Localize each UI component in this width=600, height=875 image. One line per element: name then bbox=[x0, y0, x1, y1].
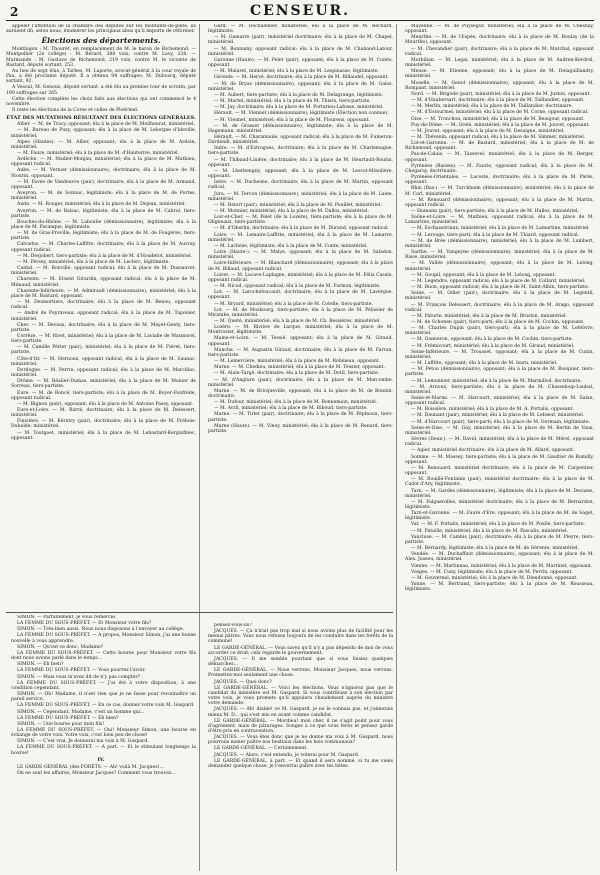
page-number: 2 bbox=[10, 5, 19, 19]
list-item: LA FEMME DU SOUS-PRÉFET. — Oui! Monsieur Simon, une bourse en échange de votre voix. Votre voix, c'est bien peu de chose! bbox=[11, 727, 196, 739]
mutations-subheading: ÉTAT DES MUTATIONS RÉSULTANT DES ÉLECTIONS GÉNÉRALES. bbox=[6, 115, 196, 122]
list-item: — M. Avril, ministériel; élu à la place de M. Riboud, tiers-partiste. bbox=[214, 406, 368, 412]
list-item: — M. Merlin, ministériel; élu à la place de M. Taillandier, doctrinaire. bbox=[411, 104, 573, 110]
list-item: Var. — M. F. Portalis, ministériel; élu à la place de M. Poulle, tiers-partiste. bbox=[411, 522, 586, 528]
list-item: LE GARDE-GÉNÉRAL. — Mordieu! mon cher, il ne s'agit point pour vous d'agrément, mais de pâturages. Songez à ce que vous ferez et pensez garde d'être pris en contravention. bbox=[208, 718, 393, 734]
list-item: Manche. — M. Augustin Giraud, doctrinaire; élu à la place de M. Farran, tiers-partiste. bbox=[208, 347, 393, 358]
list-item: — M. Legendre, opposant radical; élu à la place de M. Collard, ministériel. bbox=[411, 278, 586, 284]
list-item: Nord. — M. Brigode (pair), ministériel; élu à la place de M. Juston, opposant. bbox=[411, 91, 591, 97]
list-item: — M. Renouard, ministériel doctrinaire; élu à la place de M. Carpentier, opposant. bbox=[405, 465, 594, 477]
list-item: — M. Martel, ministériel; élu à la place de M. Thiers, tiers-partiste. bbox=[214, 99, 371, 105]
list-item: — M. de Schonen (pair), tiers-parti; élu à la place de M. Cochin, opposant. bbox=[411, 319, 585, 325]
elections-heading: Élections des départements. bbox=[41, 36, 161, 46]
list-item: Vaucluse. — M. Cambis (pair), doctrinaire; élu à la place de M. Pieyre, tiers-partiste. bbox=[405, 534, 594, 545]
paragraph: Au lieu de sept élus, à Tarbes, M. Laporte, avocat-général à la cour royale de Pau, a été proclamé député. Il a obtenu 94 suffrages; M. Duboscq, député sortant, 92. bbox=[6, 68, 196, 85]
list-item: — M. Lerouge, tiers-parti; élu à la place de M. Thiard, opposant radical. bbox=[411, 232, 580, 238]
list-item: LA FEMME DU SOUS-PRÉFET. — A part. — Et le stimulant longtemps la bourse! bbox=[11, 745, 196, 756]
feuilleton-right bbox=[203, 623, 393, 871]
list-item: — M. Eschassériaux, ministériel; élu à la place de M. Lamartine, ministériel. bbox=[411, 226, 590, 232]
mutations-list-1 bbox=[6, 122, 196, 441]
list-item: JACQUES. — Quoi donc? bbox=[214, 679, 272, 685]
column-rule-2 bbox=[396, 24, 397, 871]
list-item: Somme. — M. Massey, tiers-partiste; élu à la place de M. Gaultier de Rumilly, opposant. bbox=[405, 454, 594, 465]
list-item: Eure. — M. de Roncé, tiers-partiste; élu à la place de M. Boyer-Fonfrède, opposant radical. bbox=[11, 390, 196, 401]
list-item: — M. Jay, doctrinaire; élu à la place de M. Portarieu-Lafosse, ministériel. bbox=[214, 105, 384, 111]
mutations-list-2 bbox=[203, 24, 393, 434]
list-item: — M. d'Estourmel, ministériel; élu à la place de M. Corne, opposant radical. bbox=[411, 110, 589, 116]
list-item: — André de Puyraveau, opposant radical; élu à la place de M. Taponier, ministériel. bbox=[11, 311, 196, 322]
list-item: Vienne. — M. Martineau, ministériel; élu à la place de M. Martinet, opposant. bbox=[411, 563, 593, 569]
list-item: — M. Desjobert, tiers-partiste; élu à la place de M. d'Houdetot, ministériel. bbox=[17, 253, 193, 259]
list-item: — M. Lemonnier, ministériel; élu à la place de M. Marmillod, doctrinaire. bbox=[411, 378, 582, 384]
list-item: — M. Vallée (démissionnaire), opposant; élu à la place de M. Lelong, ministériel. bbox=[405, 261, 594, 272]
list-item: Garonne (Haute). — M. Pelet (pair), opposant; élu à la place de M. Cunéo, opposant. bbox=[208, 57, 393, 69]
list-item: On en sont les affaires, Monsieur Jacques? Comment vous trouvez... bbox=[17, 771, 176, 777]
paragraph: Il reste les élections de la Corse et celles de Ploërmel. bbox=[12, 108, 139, 114]
list-item: Isère. — M. Duchesne, doctrinaire; élu à la place de M. Martin, opposant radical. bbox=[208, 180, 393, 191]
list-item: Loir-et-Cher. — M. Pelet (de la Lozère), tiers-partiste; élu à la place de M. Oligneaux, tiers-partiste. bbox=[208, 215, 393, 226]
list-item: Gironde. — M. Hervé, doctrinaire; élu à la place de M. Billaudel, opposant. bbox=[214, 75, 389, 81]
list-item: Marne. — M. Chedieu, ministériel; élu à la place de M. Tessier, opposant. bbox=[214, 365, 385, 371]
list-item: — M. Pérsey, ministériel; élu à la place de M. Leclerc, légitimiste. bbox=[17, 259, 170, 265]
list-item: LE GARDE-GÉNÉRAL (des FORÊTS. — Ah! voilà M. Jacques!... bbox=[17, 764, 164, 770]
list-item: Lot. — M. Larochefoucault, doctrinaire; élu à la place de M. Lavergne, opposant. bbox=[208, 290, 393, 301]
list-item: Aube. — M. Vernier (démissionnaire), doctrinaire; élu à la place de M. Stourm, opposant. bbox=[11, 168, 196, 179]
mutations-list-3 bbox=[400, 24, 594, 592]
list-item: — M. Viennet, ministériel; élu à la place de M. Flourens, opposant. bbox=[214, 117, 370, 123]
list-item: LE GARDE-GÉNÉRAL. — Voici les élections. Vous n'ignorez pas que le candidat du ministère est M. Gaspard. Si vous contribuez à son élection par votre voix, je vous promets qu'il appuiera chaudement auprès du ministre votre demande. bbox=[208, 685, 393, 707]
list-item: Aveyron. — M. de Balsac, légitimiste; élu à la place de M. Cabrol, tiers-partiste. bbox=[11, 208, 196, 219]
list-item: Vosges. — M. Cuny, légitimiste; élu à la place de M. Perrin, opposant. bbox=[411, 569, 573, 575]
list-item: Pyrénées-Orientales. — Lacoste, doctrinaire; élu à la place de M. Parès, opposant. bbox=[405, 175, 594, 186]
column-1 bbox=[6, 24, 196, 614]
list-item: — M. Aubert, tiers-partiste; élu à la place de M. Delagrange, légitimiste. bbox=[214, 92, 384, 98]
list-item: — M. Goupil, opposant; élu à la place de M. Lelong, opposant. bbox=[411, 272, 556, 278]
list-item: — M. de Bryas (démissionnaire), opposant; élu à la place de M. Galos, ministériel. bbox=[208, 81, 393, 92]
list-item: Moselle. — M. Genot (démissionnaire), opposant; élu à la place de M. Rompant, ministériel. bbox=[405, 80, 594, 91]
act-number: IV. bbox=[97, 756, 105, 763]
list-item: Loire-Inférieure. — M. Blanchard (démissionnaire), opposant; élu à la place de M. Billaud, opposant radical. bbox=[208, 261, 393, 272]
list-item: — M. de Grasset (démissionnaire), légitimiste; élu à la place de M. Hagemann, ministériel. bbox=[208, 123, 393, 134]
list-item: Loire. — M. Lemaire-Laffitte, ministériel; élu à la place de M. Lamarre, ministériel. bbox=[208, 232, 393, 243]
list-item: — M. Ganneron, opposant; élu à la place de M. Cochin, tiers-partiste. bbox=[411, 337, 573, 343]
paragraph: Cette élection complète les choix faits aux élections qui ont commencé le 4 novembre. bbox=[6, 96, 196, 107]
list-item: Sèvres (Deux-). — M. David, ministériel; élu à la place de M. Mérel, opposant radical. bbox=[405, 437, 594, 448]
list-item: JACQUES. — Ça n'irait pas trop mal si nous avions plus de facilité pour les menus pâtres. Vous nous refusez toujours de les conduire dans les forêts de la commune! bbox=[208, 629, 393, 645]
page-header bbox=[6, 2, 594, 21]
list-item: — M. de Brée (démissionnaire), ministériel; élu à la place de M. Lambert, ministériel. bbox=[405, 238, 594, 249]
list-item: — Agier, ministériel doctrinaire; élu à la place de M. Allard, opposant. bbox=[411, 448, 575, 454]
list-item: — M. Bonnamy, opposant radical; élu à la place de M. Chabaud-Latour, ministériel. bbox=[208, 46, 393, 57]
list-item: Vendée. — M. Duchaffaut (démissionnaire), opposant; élu à la place de M. Alex. Jusseu, ministériel. bbox=[405, 552, 594, 563]
list-item: Drôme. — M. Réalier-Dumas, ministériel; élu à la place de M. Monier de Sorreau, tiers-partiste. bbox=[11, 379, 196, 390]
list-item: Calvados. — M. Charles-Laffitte, doctrinaire; élu à la place de M. Auvray, opposant radical. bbox=[11, 242, 196, 253]
list-item: — M. Camille Périer (pair), ministériel; élu à la place de M. Fiéret, tiers-partiste. bbox=[11, 345, 196, 356]
list-item: Lozère. — M. Rivière de Larque, ministériel; élu à la place de M. Montrozier, légitimiste. bbox=[208, 325, 393, 336]
list-item: — M. Gamarre (pair), ministériel doctrinaire; élu à la place de M. Chapel, ministériel. bbox=[208, 35, 393, 46]
list-item: Jura. — M. Tercon (démissionnaire), ministériel; élu à la place de M. Laine, ministériel. bbox=[208, 191, 393, 202]
list-item: — M. Queté, ministériel; élu à la place de M. Ch. Bessières, ministériel. bbox=[214, 318, 381, 324]
list-item: — M. Toutgoet, ministériel; élu à la place de M. Lebastard-Kerguifinec, opposant. bbox=[11, 430, 196, 441]
list-item: Finistère. — M. Kératry (pair), doctrinaire; élu à la place de M. Prébois-Duhelde, ministériel. bbox=[11, 419, 196, 430]
list-item: Charente-Inférieure. — M. Admirault (démissionnaire), ministériel; élu à la place de M. Bastard, opposant. bbox=[11, 288, 196, 299]
list-item: Yonne. — M. Bertrand, tiers-partiste; élu à la place de M. Rousseau, légitimiste. bbox=[405, 582, 594, 593]
list-item: — M. Bureau de Puzy, opposant; élu à la place de M. Lelorgne d'Ideville, ministériel. bbox=[11, 128, 196, 139]
list-item: — M. Charles Dupin (pair), tiers-parti; élu à la place de M. Lefebvre, ministériel. bbox=[405, 326, 594, 337]
masthead: CENSEUR. bbox=[249, 3, 351, 19]
list-item: Hérault. — M. Charamaule, opposant radical; élu à la place de M. Fumeron-Dardenill, ministériel. bbox=[208, 134, 393, 146]
list-item: — M. d'Oberlin, doctrinaire; élu à la place de M. Durand, opposant radical. bbox=[214, 226, 390, 232]
list-item: Seine-et-Oise. — M. Gay, ministériel; élu à la place de M. Bertin de Vaux, ministériel. bbox=[405, 425, 594, 436]
list-item: Puy-de-Dôme. — M. Grelé, ministériel; élu à la place de M. Jouvet, opposant. bbox=[411, 122, 590, 128]
list-item: Maine-et-Loire. — M. Tessié, opposant; élu à la place de M. Giraud, opposant. bbox=[208, 336, 393, 347]
list-item: — M. d'Harcourt (pair), tiers-parti; élu à la place de M. Germain, légitimiste. bbox=[411, 419, 591, 425]
dialogue-left bbox=[6, 615, 196, 756]
list-item: Tarn-et-Garonne. — M. Faure d'Ere, opposant; élu à la place de M. de Saget, légitimiste. bbox=[405, 511, 594, 522]
list-item: SIMON. — Qu'est-ce donc, Madame? bbox=[17, 644, 104, 650]
list-item: — M. Buon, opposant radical; élu à la place de M. Saint-Albin, tiers-partiste. bbox=[411, 285, 590, 291]
list-item: Morbihan. — M. Legai, ministériel; élu à la place de M. Audren-Kerdrel, ministériel. bbox=[405, 57, 594, 69]
list-item: Allier. — M. de Tracy, opposant; élu à la place de M. Meilheurat, ministériel. bbox=[17, 122, 195, 128]
list-item: Aude. — M. Rouger, ministériel; élu à la place de M. Dejean, ministériel. bbox=[17, 202, 186, 208]
list-item: Meuse. — M. Etienne, opposant; élu à la place de M. Delaguillandry, ministériel. bbox=[405, 69, 594, 80]
list-item: — M. Malaret, ministériel; élu à la place de M. Lespinasse, légitimiste. bbox=[214, 69, 379, 75]
list-item: Pyrénées (Basses). — M. Faurie, opposant radical; élu à la place de M. Chegaray, doctrinaire. bbox=[405, 163, 594, 174]
list-item: — M. d'Haubersart, doctrinaire; élu à la place de M. Taillandier, opposant. bbox=[411, 98, 585, 104]
list-item: — M. Lachèze, légitimiste; élu à la place de M. Conte, ministériel. bbox=[214, 243, 368, 249]
list-item: Bouches-du-Rhône. — M. Laboulie (démissionnaire), légitimiste; élu à la place de M. Paranque, légitimiste. bbox=[11, 219, 196, 230]
list-item: — M. Petou (démissionnaire), opposant; élu à la place de M. Bosquier, tiers-partiste. bbox=[405, 367, 594, 378]
list-item: — M. Chevandier (pair), doctrinaire; élu à la place de M. Marchal, opposant radical. bbox=[405, 46, 594, 57]
list-item: SIMON. — Une bourse pour mon fils! bbox=[17, 721, 105, 727]
list-item: Dordogne. — M. Perrin, opposant radical; élu à la place de M. Marcillac, ministériel. bbox=[11, 367, 196, 379]
list-item: LA FEMME DU SOUS-PRÉFET. — Et Monsieur votre fils? bbox=[17, 621, 152, 627]
list-item: Aveyron. — M. de Sonnac, légitimiste; élu à la place de M. de Portes, ministériel. bbox=[11, 191, 196, 202]
list-item: Gard. — M. Dochalellier, ministériel; élu à la place de M. Béchard, légitimiste. bbox=[208, 24, 393, 35]
list-item: Loiret. — M. Lacave-Laplagne, ministériel; élu à la place de M. Félix Cassin, opposant radical. bbox=[208, 272, 393, 283]
list-item: JACQUES. — Ah! diable! ce M. Gaspard, je ne le connais pas, et j'aimerais mieux M. D... qui s'est mis en avant comme candidat. bbox=[208, 707, 393, 718]
list-item: SIMON. — Très-bien aussi. Nous nous disposons à l'envoyer au collège. bbox=[17, 627, 185, 633]
list-item: — M. Arnoux, tiers-partiste; élu à la place de M. Chasseloup-Laubat, ministériel. bbox=[405, 384, 594, 395]
list-item: — M. Jouvet, opposant; élu à la place de M. Desaigne, ministériel. bbox=[411, 128, 565, 134]
dialogue-right bbox=[203, 623, 393, 769]
list-item: pensez-vous-ils? bbox=[214, 623, 252, 628]
list-item: LE GARDE-GÉNÉRAL. — Vous savez qu'il n'y a pas dépendu de moi de vous accorder ce droit; cela regarde le gouvernement. bbox=[208, 645, 393, 656]
list-item: — M. de Gras-Preville, légitimiste; élu à la place de M. de Fougères, tiers-partiste. bbox=[11, 231, 196, 242]
column-3 bbox=[400, 24, 594, 872]
list-item: — M. Delort (pair), ministériel; élu à la place de M. Pouillet, ministériel. bbox=[214, 202, 382, 208]
list-item: LA FEMME DU SOUS-PRÉFET. — En ce cas, donnez votre voix M. Gaspard. bbox=[17, 703, 195, 709]
list-item: — M. Alain-Targé, doctrinaire; élu à la place de M. Dutil, tiers-partiste. bbox=[214, 371, 380, 377]
column-2 bbox=[203, 24, 393, 622]
list-item: — M. Monnier, ministériel; élu à la place de M. Dallos, ministériel. bbox=[214, 209, 369, 214]
list-item: — M. Faure, ministériel; élu à la place de M. d'Hauterive, ministériel. bbox=[17, 150, 180, 156]
list-item: Côte-d'Or. — M. Hernoux, opposant radical; élu à la place de M. Saunac, ministériel. bbox=[11, 356, 196, 367]
list-item: Lot-et-Garonne. — M. de Bastard, ministériel; élu à la place de M. de Richemond, opposant. bbox=[405, 141, 594, 152]
paragraph: Montlugon : M. Thouret, en remplacement de M. le baron de Richemond. — Montpellier (2e collège) : M. Bérard, 388 voix, contre M. Lavy, 238. — Marmande : M. Gustave de Richemond, 219 voix, contre M. le vicomte de Bastard, député sortant, 253. bbox=[6, 47, 196, 68]
list-item: — M. Laffitte, opposant; élu à la place de M. Isarn, ministériel. bbox=[411, 361, 558, 367]
list-item: Ardèche. — M. Madier-Monjau, ministériel; élu à la place de M. Mathieu, opposant radical. bbox=[11, 157, 196, 168]
intro-paragraph: appeler l'attention de la chambre des députés sur les montants-de-pieté, ils auraient dû, selon nous, énumérer les principaux abus qu'il importe de réformer. bbox=[6, 24, 196, 35]
list-item: — M. Desmortiers, doctrinaire; élu à la place de M. Renou, opposant radical. bbox=[11, 300, 196, 311]
list-item: — M. Boissière, ministériel; élu à la place de M. A. Portalis, opposant. bbox=[411, 407, 574, 413]
list-item: — M. Pavée de Vandeuvre (pair), doctrinaire; élu à la place de M. Armand, opposant. bbox=[11, 179, 196, 190]
list-item: LE GARDE-GÉNÉRAL. — Certainement. bbox=[214, 746, 308, 752]
list-item: Eure-et-Loire. — M. Barré, doctrinaire; élu à la place de M. Delessert, ministériel. bbox=[11, 408, 196, 419]
list-item: Sarthe. — M. Vangeyne (démissionnaire), ministériel; élu à la place de M. Risse, ministériel. bbox=[405, 250, 594, 261]
list-item: SIMON. — Eh bien? bbox=[17, 662, 64, 668]
list-item: — M. Lemercière, ministériel; élu à la place de M. Robineau, opposant. bbox=[214, 359, 381, 365]
list-item: Cantal. — M. Bonville, opposant radical; élu à la place de M. Dussauvet, ministériel. bbox=[11, 266, 196, 277]
list-item: Marne. — M. de Bricqueville, opposant; élu à la place de M. de Bonnin, doctrinaire. bbox=[208, 388, 393, 399]
list-item: Hérault. — M. Viennet (démissionnaire), légitimiste (Élection non connue). bbox=[214, 111, 389, 117]
list-item: SIMON. — Cependant, Madame, c'est un homme qui... bbox=[17, 709, 145, 715]
list-item: JACQUES. — Alors, c'est entendu, je voterai pour M. Gaspard. bbox=[214, 752, 360, 758]
list-item: Cher. — M. Devaux, doctrinaire; élu à la place de M. Mayet-Genty, tiers-partiste. bbox=[11, 322, 196, 333]
list-item: — M. Rouillé-Fontaine (pair), ministériel doctrinaire; élu à la place de M. Cadot d'Ary, légitimiste. bbox=[405, 477, 594, 488]
list-item: Seine-Inférieure. — M. Trousset, opposant; élu à la place de M. Cunin, ministériel. bbox=[405, 349, 594, 360]
list-item: Pas-de-Calais. — M. Tassevel, ministériel; élu à la place de M. Berger, opposant. bbox=[405, 152, 594, 163]
list-item: — M. Gouvernel, ministériel; élu à la place de M. Dieudonné, opposant. bbox=[411, 575, 578, 581]
list-item: SIMON. — Oh! Madame, il n'est rien que je ne fasse pour reconnaître un pareil service. bbox=[11, 692, 196, 703]
list-item: — M. Thibaud-Linière, doctrinaire; élu à la place de M. Heurtault-Boutin, opposant. bbox=[208, 157, 393, 168]
list-item: SIMON. — Mais vous m'avez dit de n'y pas compter? bbox=[17, 674, 141, 680]
list-item: Seine. — M. Odier (pair), doctrinaire; élu à la place de M. Legentil, ministériel. bbox=[405, 291, 594, 302]
list-item: — M. Lherbengny, opposant; élu à la place de M. Lescot-Minolière, opposant. bbox=[208, 168, 393, 180]
list-item: Lot. — M. de Mosbourg, tiers-partiste; élu à la place de M. Pélissier de Mirambe, ministériel. bbox=[208, 307, 393, 318]
list-item: JACQUES. — Il me semble pourtant que si vous faisiez quelques démarches... bbox=[208, 656, 393, 668]
list-item: Saône-et-Loire. — M. Mathieu, opposant radical; élu à la place de M. Lamartine, ministériel. bbox=[405, 215, 594, 226]
list-item: LE GARDE-GÉNÉRAL, à part. — Et quand il sera nommé, si tu me viens demander quelque chose, je t'enverrai paître avec tes bêtes. bbox=[208, 758, 393, 769]
list-item: — M. Bryard, ministériel; élu à la place de M. Cotelle, tiers-partiste. bbox=[214, 301, 373, 307]
list-item: Tarn. — M. Gardès (démissionnaire), légitimiste; élu à la place de M. Decazes, ministériel. bbox=[405, 488, 594, 499]
list-item: LA FEMME DU SOUS-PRÉFET. — Eh bien? bbox=[17, 715, 119, 721]
list-item: LA FEMME DU SOUS-PRÉFET. — Cette bourse pour Monsieur votre fils dont nous avions parlé dans le temps... bbox=[11, 650, 196, 662]
list-item: Mayenne. — M. de Puységur, ministériel; élu à la place de M. Chesnay, opposant. bbox=[405, 24, 594, 35]
list-item: Indre. — M. d'Estrogues, doctrinaire; élu à la place de M. Charlemagne, tiers-partiste. bbox=[208, 146, 393, 157]
dialogue-left-end bbox=[6, 765, 196, 776]
list-item: Oise. — M. Tronchon, ministériel; élu à la place de M. Beaujour, opposant. bbox=[411, 116, 585, 122]
paragraph: A Vesoul, M. Genoux, député sortant, a été élu au premier tour de scrutin, par 190 suffrages sur 265. bbox=[6, 85, 196, 96]
feuilleton-left bbox=[6, 615, 196, 871]
list-item: Loire (Haute-). — M. Malye, opposant; élu à la place de M. Saladon, ministériel. bbox=[208, 250, 393, 261]
list-item: Seine-et-Marne. — M. Harcourt, ministériel; élu à la place de M. Salan, opposant radical. bbox=[405, 396, 594, 407]
list-item: SIMON. — Parfaitement, je vous remercie. bbox=[17, 615, 117, 620]
list-item: LA FEMME DU SOUS-PRÉFET. — Vous pourrez l'avoir. bbox=[17, 668, 146, 674]
list-item: SIMON. — C'est vrai. Je donnerai ma voix à M. Gaspard. bbox=[17, 739, 149, 745]
list-item: — M. Dufour, ministériel; élu à la place de M. Bonnemain, ministériel. bbox=[214, 400, 378, 406]
list-item: — M. François Delessert, doctrinaire; élu à la place de M. Arago, opposant radical. bbox=[405, 302, 594, 313]
list-item: — M. d'Anglure (pair), doctrinaire; élu à la place de M. Marcombe, ministériel. bbox=[208, 377, 393, 388]
list-item: — M. Frémicourt, ministériel; élu à la place de M. Giraud, ministériel. bbox=[411, 343, 575, 349]
list-item: — Humann (pair), tiers-partiste; élu à la place de M. Hallez, ministériel. bbox=[411, 209, 579, 214]
list-item: Marne. — M. Tirlet (pair), doctrinaire; élu à la place de M. Pépinoux, tiers-partiste. bbox=[208, 412, 393, 423]
list-item: — M. Bignon (pair), opposant; élu à la place de M. Antoine Passy, opposant. bbox=[17, 401, 194, 407]
list-item: Corrèze. — M. Rivet, ministériel; élu à la place de M. Lavialle de Masmorel, tiers-partiste. bbox=[11, 333, 196, 345]
list-item: — M. Bernardy, légitimiste; élu à la place de M. de Gérente, ministériel. bbox=[411, 546, 579, 552]
list-item: — M. Paturle, ministériel; élu à la place de M. Bruslon, ministériel. bbox=[411, 313, 568, 319]
list-item: — M. Daunant (pair), ministériel; élu à la place de M. Lebœuf, ministériel. bbox=[411, 413, 585, 419]
list-item: Charente. — M. Ernest Girardin, opposant radical; élu à la place de M. Mimaud, ministériel. bbox=[11, 277, 196, 288]
list-item: LA FEMME DU SOUS-PRÉFET. — A propos, Monsieur Simon, j'ai une bonne nouvelle à vous apprendre. bbox=[11, 633, 196, 644]
list-item: — M. Renouard (démissionnaire), opposant; élu à la place de M. Martin, opposant radical. bbox=[405, 197, 594, 208]
list-item: — M. Nicod, opposant radical; élu à la place de M. Formon, légitimiste. bbox=[214, 284, 381, 290]
list-item: — M. Falguerolles, ministériel doctrinaire; élu à la place de M. Bernardon, légitimiste. bbox=[405, 499, 594, 510]
list-item: JACQUES. — Vous êtes donc que je ne donne ma voix à M. Gaspard, nous pourrons mener paître nos bestiaux dans les bois communaux? bbox=[208, 735, 393, 746]
list-item: Marne (Haute). — M. Viney, ministériel; élu à la place de M. Renard, tiers-partiste. bbox=[208, 423, 393, 434]
list-item: LE GARDE-GÉNÉRAL. — Nous verrons, Monsieur Jacques, nous verrons. Promettez-moi seulement une chose. bbox=[208, 668, 393, 679]
list-item: Meurthe. — M. de l'Espée, doctrinaire; élu à la place de M. Boulay (de la Meurthe), opposant. bbox=[405, 35, 594, 46]
list-item: — M. Thévenin, opposant radical; élu à la place de M. Simmer, ministériel. bbox=[411, 134, 586, 140]
list-item: — M. Pataille, ministériel; élu à la place de M. Pascalis, ministériel. bbox=[411, 528, 569, 534]
column-rule-1 bbox=[199, 24, 200, 871]
list-item: LA FEMME DU SOUS-PRÉFET. — J'ai été à votre disposition, à une condition cependant. bbox=[11, 680, 196, 691]
list-item: Alpes (Hautes). — M. Allier, opposant; élu à la place de M. Ardoin, ministériel. bbox=[11, 139, 196, 150]
list-item: Rhin (Bas-). — M. Turckheim (démissionnaire), ministériel; élu à la place de M. Carl, ministériel. bbox=[405, 186, 594, 197]
